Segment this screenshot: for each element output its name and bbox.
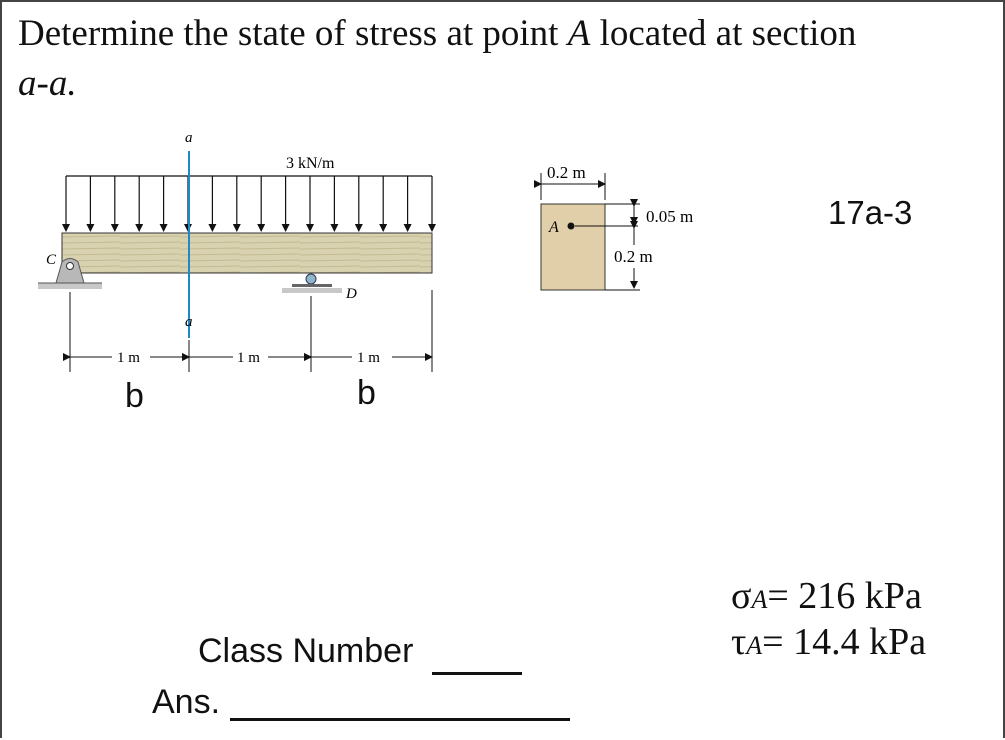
problem-statement-line1 (18, 12, 856, 55)
span-label-3: 1 m (357, 350, 380, 366)
problem-text-prefix: Determine the state of stress at point (18, 13, 568, 54)
class-number-field[interactable] (432, 672, 522, 675)
distributed-load (66, 176, 432, 231)
support-d-label: D (346, 286, 357, 302)
tau-symbol: τ (731, 621, 747, 663)
handwritten-mark-right: b (357, 374, 376, 412)
section-width-label: 0.2 m (547, 163, 586, 182)
answer-field[interactable] (230, 718, 570, 721)
roller-support (282, 274, 342, 293)
section-label-top: a (185, 130, 193, 146)
point-a-label: A (549, 219, 559, 236)
problem-code: 17a-3 (828, 194, 913, 231)
tau-subscript: A (746, 631, 763, 660)
handwritten-mark-left: b (125, 377, 144, 415)
span-label-2: 1 m (237, 350, 260, 366)
span-label-1: 1 m (117, 350, 140, 366)
section-height-label: 0.2 m (614, 247, 653, 266)
beam (62, 233, 432, 273)
answer-shear-stress (731, 620, 926, 664)
load-label: 3 kN/m (286, 155, 335, 172)
support-c-label: C (46, 252, 57, 268)
class-number-label: Class Number (198, 632, 414, 670)
sigma-subscript: A (751, 585, 768, 614)
problem-text-suffix: located at section (590, 13, 857, 54)
section-label-bottom: a (185, 314, 193, 330)
sigma-value: = 216 kPa (767, 575, 922, 617)
ans-label: Ans. (152, 683, 221, 721)
tau-value: = 14.4 kPa (762, 621, 927, 663)
offset-label: 0.05 m (646, 207, 694, 226)
problem-point-label: A (567, 13, 591, 54)
point-a-marker (568, 223, 575, 230)
beam-diagram (0, 120, 960, 400)
sigma-symbol: σ (731, 575, 752, 617)
problem-statement-line2: a-a. (18, 63, 77, 104)
answer-normal-stress (731, 574, 922, 618)
